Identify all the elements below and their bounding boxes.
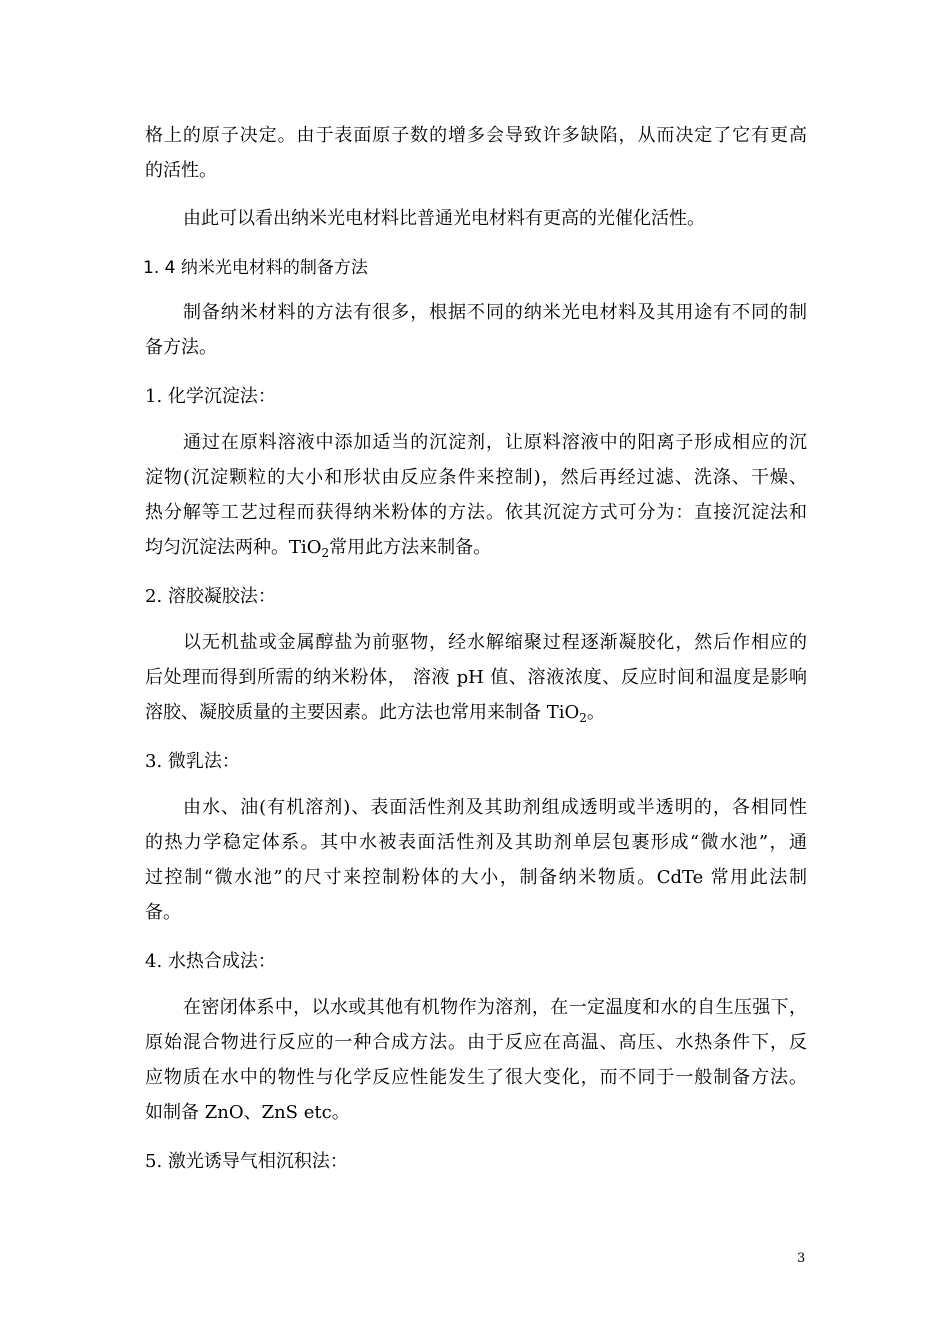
paragraph-line: 的活性。 [145,160,217,181]
subscript: 2 [321,546,330,560]
subscript: 2 [579,711,587,725]
method-title: 4. 水热合成法： [145,951,276,972]
paragraph-line: 热分解等工艺过程而获得纳米粉体的方法。依其沉淀方式可分为：直接沉淀法和 [145,502,807,523]
page-number: 3 [797,1251,806,1266]
paragraph-line: 溶胶、凝胶质量的主要因素。此方法也常用来制备 TiO$_2$。 [145,702,605,725]
paragraph-line: 备。 [145,902,181,923]
paragraph-line: 均匀沉淀法两种。TiO$_2$常用此方法来制备。 [145,537,492,560]
paragraph-line: 以无机盐或金属醇盐为前驱物，经水解缩聚过程逐渐凝胶化，然后作相应的 [183,632,807,653]
method-title: 1. 化学沉淀法： [145,386,276,407]
paragraph-line: 淀物(沉淀颗粒的大小和形状由反应条件来控制)，然后再经过滤、洗涤、干燥、 [145,467,807,488]
paragraph-line: 应物质在水中的物性与化学反应性能发生了很大变化，而不同于一般制备方法。 [145,1067,807,1088]
paragraph-line: 如制备 ZnO、ZnS etc。 [145,1102,350,1123]
paragraph-line: 在密闭体系中，以水或其他有机物作为溶剂，在一定温度和水的自生压强下， [183,997,807,1018]
paragraph-line: 后处理而得到所需的纳米粉体， 溶液 pH 值、溶液浓度、反应时间和温度是影响 [145,667,807,688]
paragraph-line: 原始混合物进行反应的一种合成方法。由于反应在高温、高压、水热条件下，反 [145,1032,807,1053]
paragraph-line: 过控制“微水池”的尺寸来控制粉体的大小，制备纳米物质。CdTe 常用此法制 [145,867,807,888]
method-title: 5. 激光诱导气相沉积法： [145,1151,348,1172]
paragraph-line: 制备纳米材料的方法有很多，根据不同的纳米光电材料及其用途有不同的制 [183,302,807,323]
paragraph-line: 格上的原子决定。由于表面原子数的增多会导致许多缺陷，从而决定了它有更高 [145,125,807,146]
section-heading: 1. 4 纳米光电材料的制备方法 [143,258,368,278]
paragraph-line: 的热力学稳定体系。其中水被表面活性剂及其助剂单层包裹形成“微水池”，通 [145,832,807,853]
paragraph-line: 由此可以看出纳米光电材料比普通光电材料有更高的光催化活性。 [183,208,705,229]
paragraph-line: 由水、油(有机溶剂)、表面活性剂及其助剂组成透明或半透明的，各相同性 [183,797,807,818]
paragraph-line: 备方法。 [145,337,217,358]
paragraph-line: 通过在原料溶液中添加适当的沉淀剂，让原料溶液中的阳离子形成相应的沉 [183,432,807,453]
method-title: 2. 溶胶凝胶法： [145,586,276,607]
method-title: 3. 微乳法： [145,751,240,772]
